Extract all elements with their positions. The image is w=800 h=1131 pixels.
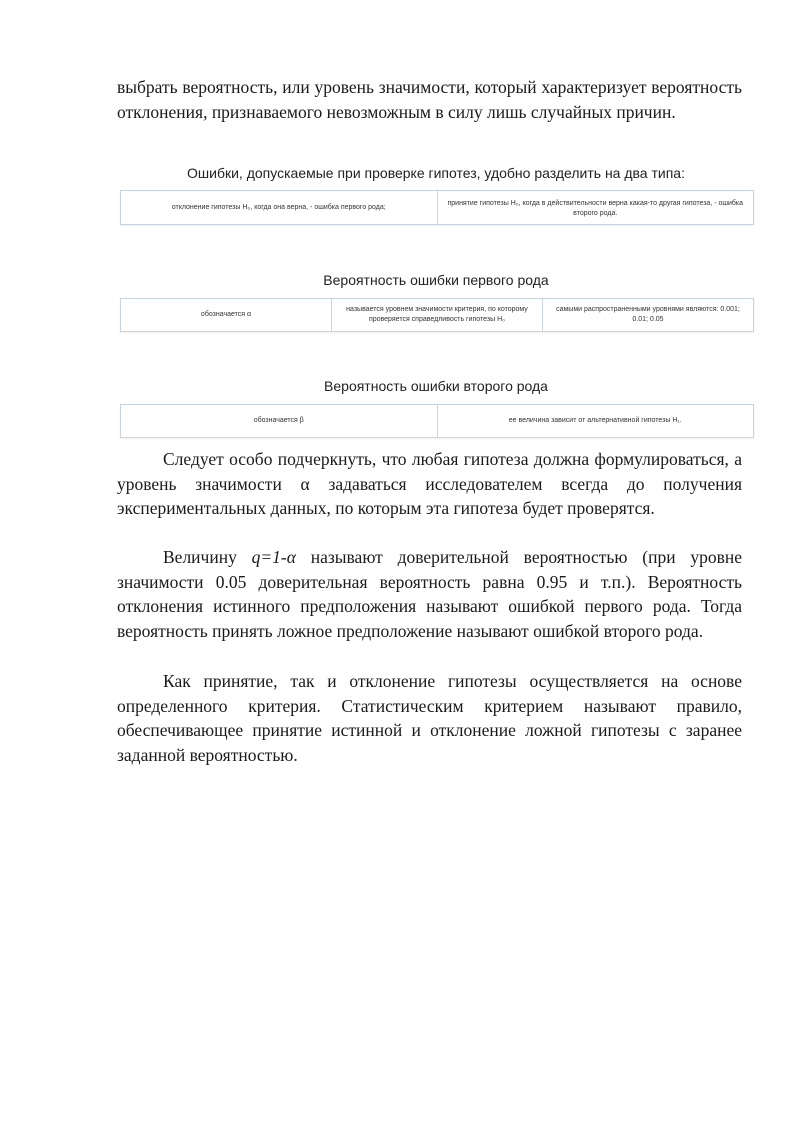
confidence-pre: Величину: [163, 547, 252, 567]
type2-probability-box: [120, 404, 754, 438]
type1-symbol-cell: обозначается α: [200, 311, 252, 318]
paragraph-confidence: [117, 545, 742, 643]
type2-symbol-cell: обозначается β: [253, 417, 304, 424]
section-title-type2-probability: Вероятность ошибки второго рода: [324, 378, 548, 394]
error-type-2-cell: принятие гипотезы H₀, когда в действительности верна какая-то другая гипотеза, - ошибка второго рода.: [437, 191, 754, 224]
section-title-error-types: Ошибки, допускаемые при проверке гипотез, удобно разделить на два типа:: [187, 165, 685, 181]
confidence-post: называют доверительной вероятностью (при уровне значимости 0.05 доверительная вероятность равна 0.95 и т.п.). Вероятность отклонения истинного предположения называют ошибкой первого рода. Тогда вероятность принять ложное предположение называют ошибкой второго рода.: [117, 547, 742, 641]
paragraph-criterion: Как принятие, так и отклонение гипотезы осуществляется на основе определенного критерия. Статистическим критерием называют правило, обеспечивающее принятие истинной и отклонение ложной гипотезы с заранее заданной вероятностью.: [117, 671, 742, 765]
error-type-1-cell: отклонение гипотезы H₀, когда она верна, - ошибка первого рода;: [171, 203, 386, 211]
section-title-type1-probability: Вероятность ошибки первого рода: [323, 272, 549, 288]
type1-levels-cell: самыми распространенными уровнями являются: 0.001; 0.01; 0.05: [542, 299, 753, 331]
paragraph-intro: выбрать вероятность, или уровень значимости, который характеризует вероятность отклонения, признаваемого невозможным в силу лишь случайных причин.: [117, 77, 742, 122]
confidence-formula: q=1-α: [251, 547, 296, 567]
paragraph-emphasis: Следует особо подчеркнуть, что любая гипотеза должна формулироваться, а уровень значимости α задаваться исследователем всегда до получения экспериментальных данных, по которым эта гипотеза будет проверятся.: [117, 449, 742, 519]
type1-probability-box: [120, 298, 754, 332]
type2-dependency-cell: ее величина зависит от альтернативной гипотезы H₁.: [437, 405, 754, 437]
type1-significance-cell: называется уровнем значимости критерия, по которому проверяется справедливость гипотезы H₀: [331, 299, 542, 331]
error-types-box: [120, 190, 754, 225]
